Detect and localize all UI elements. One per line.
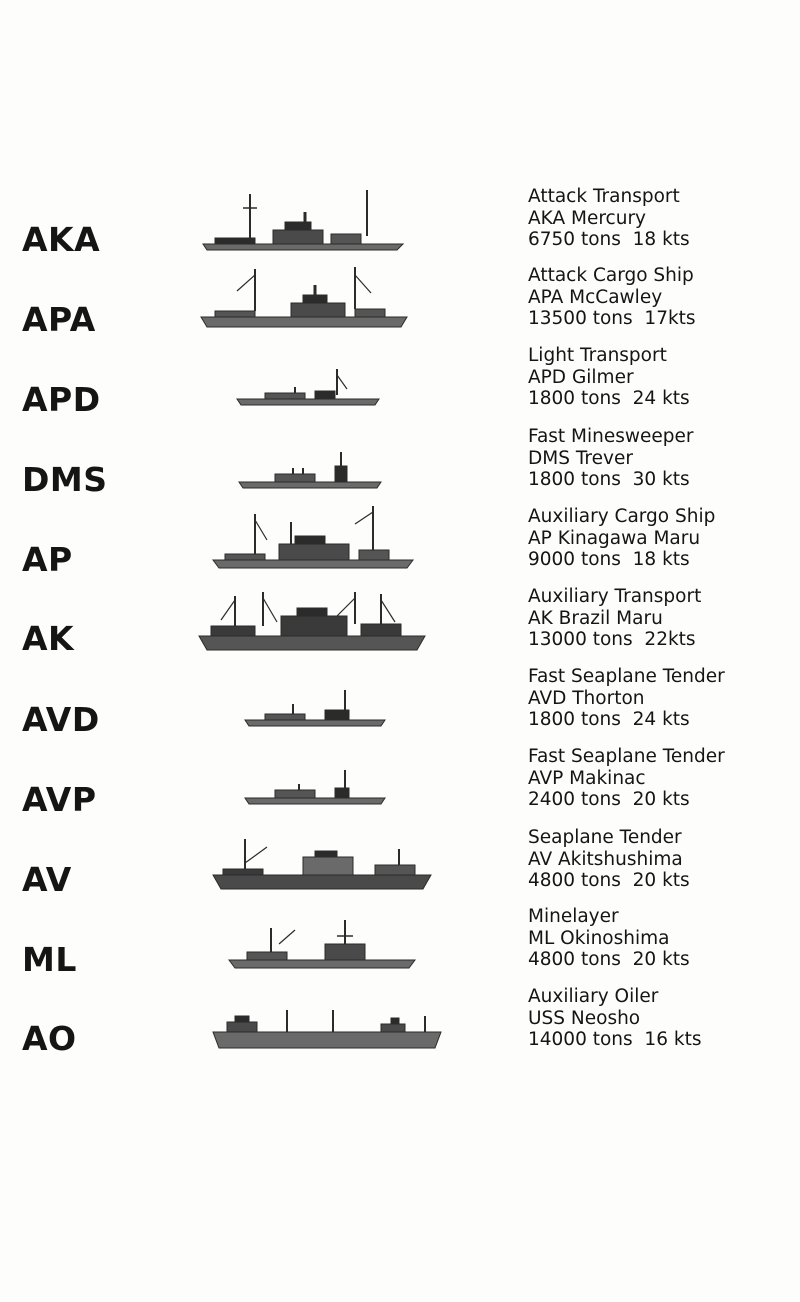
ship-info (528, 186, 690, 251)
fast-seaplane-tender-silhouette (195, 666, 445, 738)
ship-name: AK Brazil Maru (528, 607, 663, 629)
ship-info (528, 265, 696, 330)
ship-stats: 2400 tons 20 kts (528, 789, 690, 810)
ship-type: Light Transport (528, 345, 667, 366)
ship-class-code: APD (22, 380, 101, 419)
ship-class-code: AO (22, 1019, 77, 1058)
ship-info (528, 827, 690, 892)
ship-row-ak (0, 586, 800, 666)
ship-class-code: AVD (22, 700, 100, 739)
ship-info (528, 906, 690, 971)
ship-row-dms (0, 426, 800, 506)
minelayer-silhouette (195, 906, 445, 978)
ship-info (528, 586, 701, 651)
fast-minesweeper-silhouette (195, 426, 445, 498)
ship-type: Auxiliary Cargo Ship (528, 506, 716, 527)
ship-name: DMS Trever (528, 447, 633, 469)
ship-type: Fast Minesweeper (528, 426, 694, 447)
ship-row-ao (0, 986, 800, 1066)
ship-row-apa (0, 265, 800, 345)
ship-class-code: AVP (22, 780, 97, 819)
ship-stats: 13500 tons 17kts (528, 308, 696, 329)
ship-info (528, 426, 694, 491)
ship-stats: 13000 tons 22kts (528, 629, 696, 650)
ship-type: Minelayer (528, 906, 619, 927)
ship-type: Attack Cargo Ship (528, 265, 694, 286)
ship-type: Attack Transport (528, 186, 680, 207)
attack-cargo-ship-silhouette (195, 265, 445, 337)
ship-name: AVD Thorton (528, 687, 645, 709)
ship-stats: 1800 tons 24 kts (528, 709, 690, 730)
ship-stats: 14000 tons 16 kts (528, 1029, 702, 1050)
ship-class-code: AKA (22, 220, 101, 259)
ship-info (528, 506, 715, 571)
ship-row-ml (0, 906, 800, 986)
ship-name: AV Akitshushima (528, 848, 683, 870)
light-transport-silhouette (195, 345, 445, 417)
auxiliary-cargo-ship-silhouette (195, 506, 445, 578)
ship-name: APA McCawley (528, 286, 663, 308)
ship-stats: 9000 tons 18 kts (528, 549, 690, 570)
ship-name: AKA Mercury (528, 207, 646, 229)
ship-stats: 1800 tons 24 kts (528, 388, 690, 409)
ship-stats: 4800 tons 20 kts (528, 870, 690, 891)
ship-stats: 6750 tons 18 kts (528, 229, 690, 250)
ship-class-code: APA (22, 300, 96, 339)
ship-class-code: AV (22, 860, 72, 899)
ship-type: Fast Seaplane Tender (528, 746, 725, 767)
ship-row-apd (0, 345, 800, 425)
ship-name: ML Okinoshima (528, 927, 670, 949)
ship-row-av (0, 827, 800, 907)
ship-row-avd (0, 666, 800, 746)
ship-class-code: AP (22, 540, 73, 579)
ship-stats: 4800 tons 20 kts (528, 949, 690, 970)
ship-row-ap (0, 506, 800, 586)
ship-row-aka (0, 186, 800, 266)
ship-name: USS Neosho (528, 1007, 641, 1029)
fast-seaplane-tender-silhouette (195, 746, 445, 818)
ship-type: Auxiliary Oiler (528, 986, 659, 1007)
auxiliary-oiler-silhouette (195, 986, 445, 1058)
ship-row-avp (0, 746, 800, 826)
ship-class-code: AK (22, 619, 75, 658)
attack-transport-silhouette (195, 186, 445, 258)
ship-class-code: DMS (22, 460, 108, 499)
ship-class-code: ML (22, 940, 77, 979)
ship-info (528, 666, 725, 731)
ship-name: AP Kinagawa Maru (528, 527, 701, 549)
ship-info (528, 345, 690, 410)
ship-type: Auxiliary Transport (528, 586, 702, 607)
ship-type: Seaplane Tender (528, 827, 682, 848)
ship-name: AVP Makinac (528, 767, 646, 789)
ship-stats: 1800 tons 30 kts (528, 469, 690, 490)
ship-info (528, 986, 701, 1051)
ship-info (528, 746, 725, 811)
seaplane-tender-silhouette (195, 827, 445, 899)
auxiliary-transport-silhouette (195, 586, 445, 658)
ship-type: Fast Seaplane Tender (528, 666, 725, 687)
ship-name: APD Gilmer (528, 366, 634, 388)
